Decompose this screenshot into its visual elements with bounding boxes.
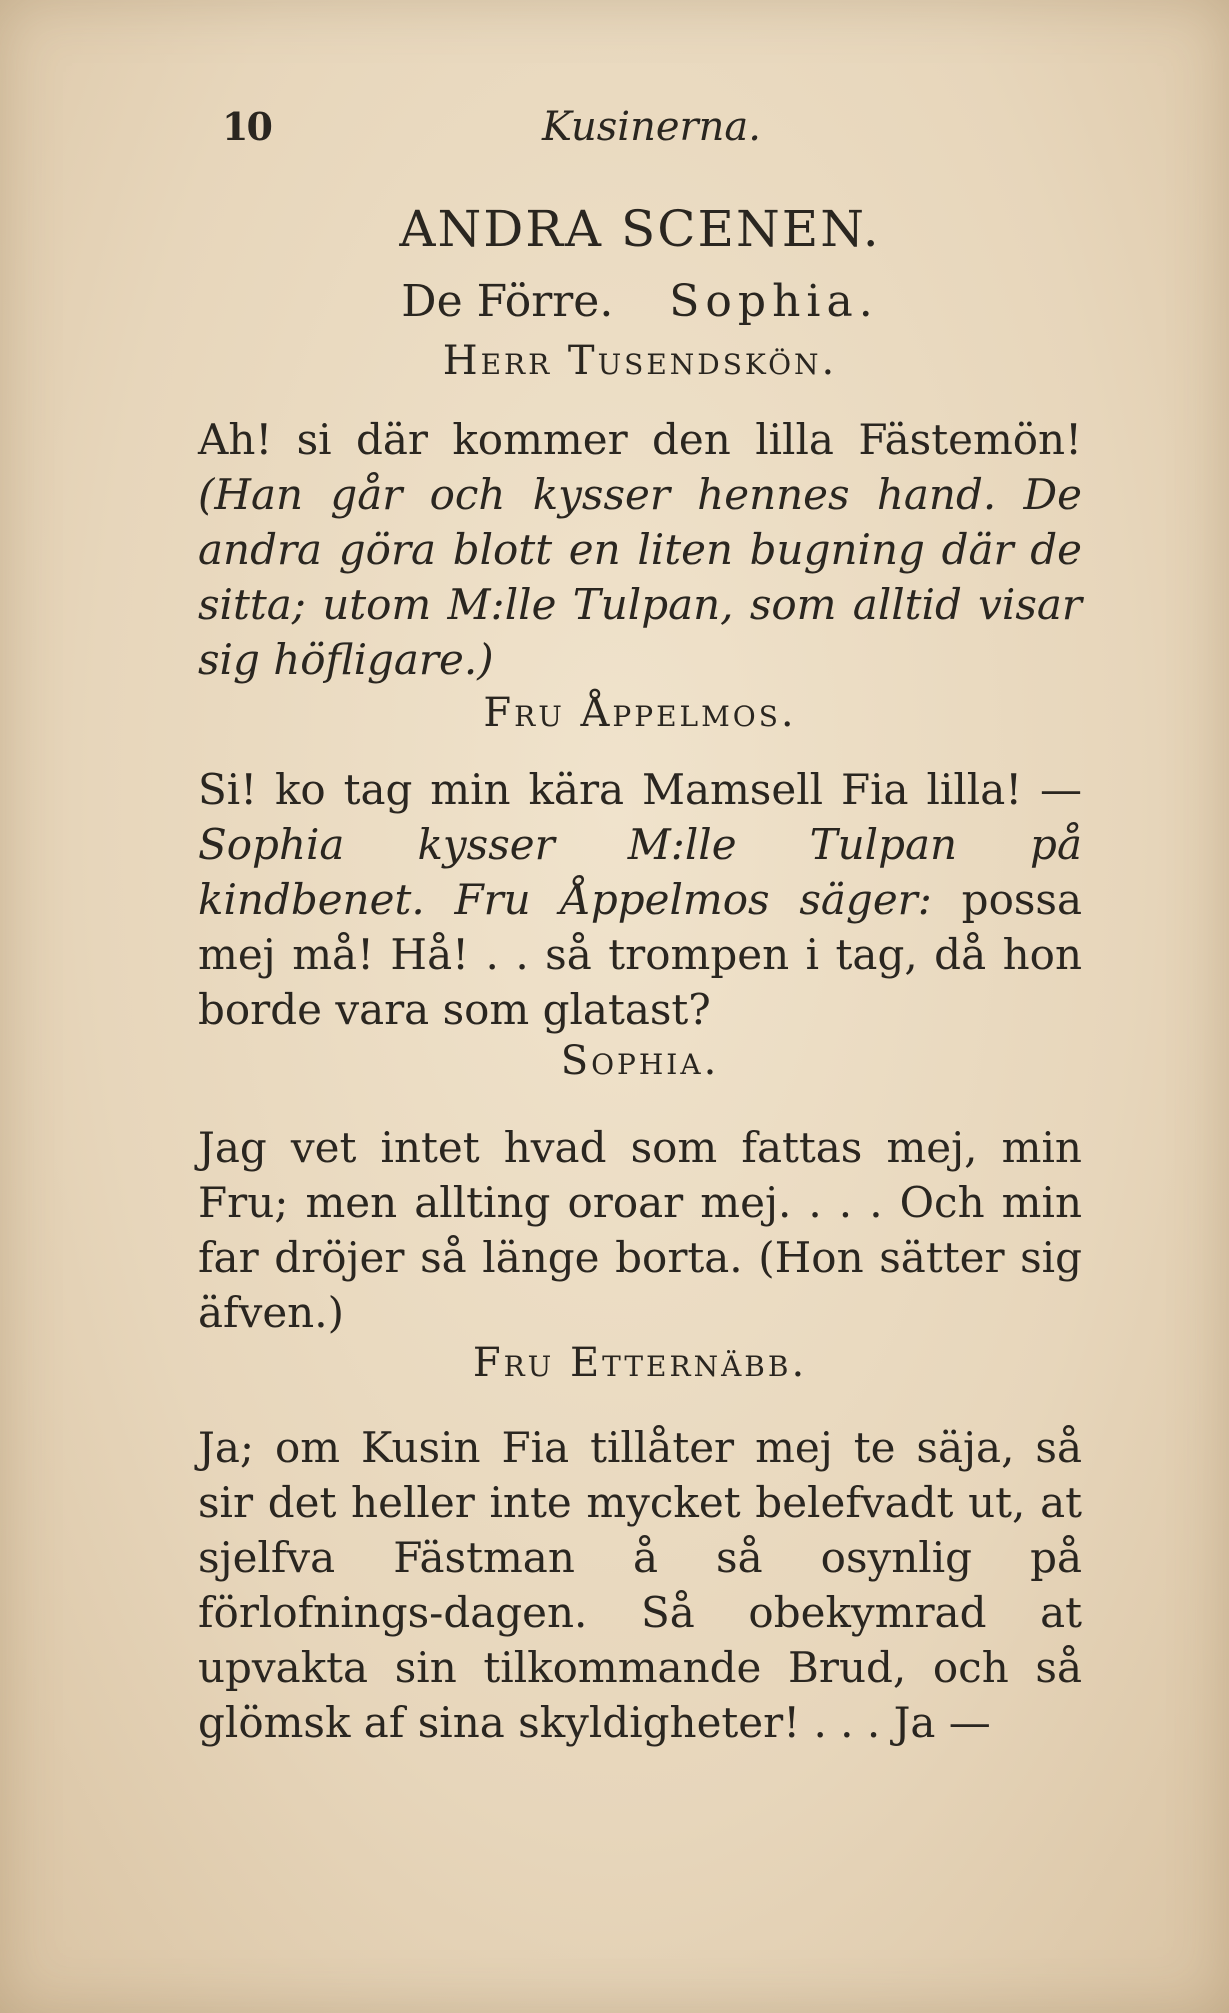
stage-direction: Sophia kysser M:lle Tulpan på kindbenet. Fru Åppelmos säger: [198, 820, 1082, 924]
cast-previous: De Förre. [401, 276, 614, 327]
speech-text: Si! ko tag min kära Mamsell Fia lilla! — [198, 765, 1082, 814]
speaker-name: Herr Tusendskön. [442, 338, 838, 384]
speech-paragraph [198, 762, 1082, 1037]
cast-sophia: Sophia. [669, 276, 879, 327]
speech-text: possa mej må! Hå! . . så trompen i tag, då hon borde vara som glatast? [198, 875, 1082, 1034]
speaker-name: Sophia. [560, 1038, 720, 1084]
speech-text: Ja; om Kusin Fia tillåter mej te säja, så sir det heller inte mycket belefvadt ut, at sjelfva Fästman å så osynlig på förlofnings-dagen. Så obekymrad at upvakta sin tilkommande Brud, och så glömsk af sina skyldigheter! . . . Ja — [198, 1423, 1082, 1747]
speech-text: Ah! si där kommer den lilla Fästemön! [198, 415, 1082, 464]
scene-title: ANDRA SCENEN. [399, 200, 881, 258]
cast-list [198, 276, 1082, 327]
speech-paragraph [198, 1120, 1082, 1340]
speech-text: Jag vet intet hvad som fattas mej, min Fru; men allting oroar mej. . . . Och min far dröjer så länge borta. [198, 1123, 1082, 1282]
speech-paragraph [198, 1420, 1082, 1750]
speaker-name: Fru Åppelmos. [483, 690, 797, 736]
page-number: 10 [222, 104, 271, 149]
stage-direction: (Hon sätter sig äfven.) [198, 1233, 1082, 1337]
speaker-name: Fru Etternäbb. [472, 1340, 808, 1386]
speech-paragraph [198, 412, 1082, 687]
running-title: Kusinerna. [542, 104, 761, 150]
page-header [222, 104, 1049, 154]
stage-direction: (Han går och kysser hennes hand. De andra göra blott en liten bugning där de sitta; utom M:lle Tulpan, som alltid visar sig höfligare.) [198, 470, 1082, 684]
